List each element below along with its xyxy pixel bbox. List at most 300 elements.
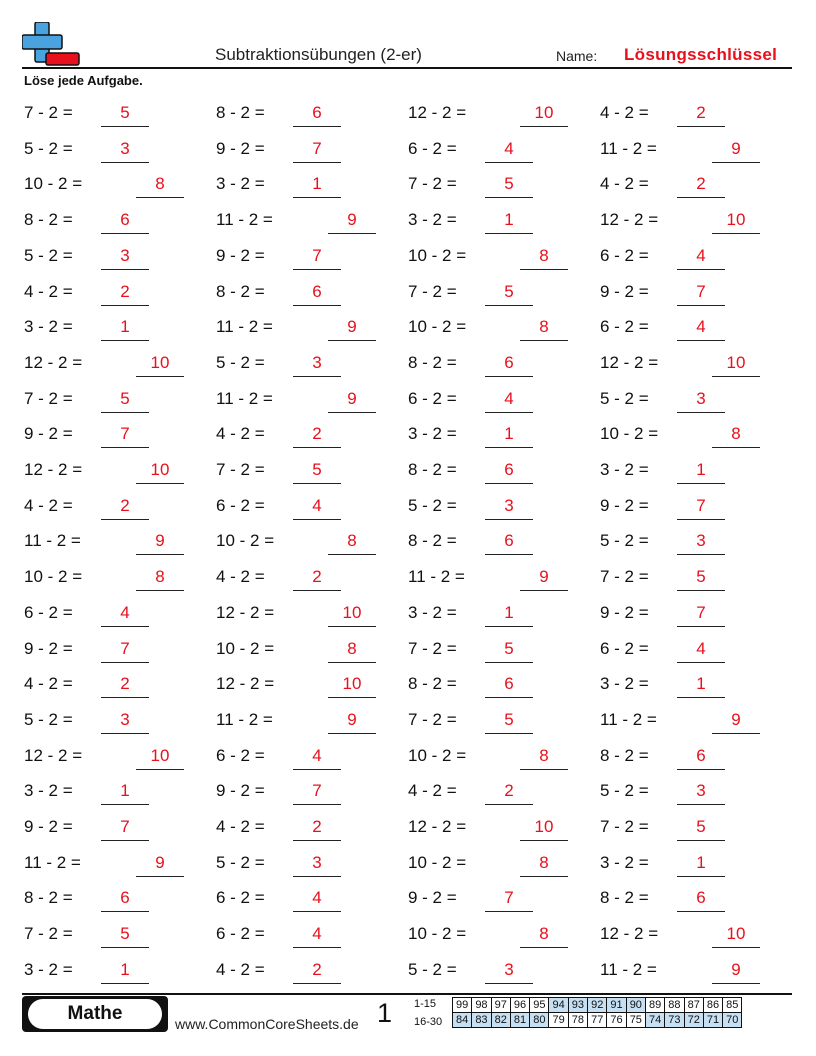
problem-expression: 5 - 2 = <box>600 781 649 801</box>
answer-blank <box>101 804 149 805</box>
problem-item <box>216 316 378 346</box>
problem-item <box>216 281 343 311</box>
problem-expression: 5 - 2 = <box>216 852 265 872</box>
score-cell: 80 <box>530 1013 549 1028</box>
problem-item <box>408 780 535 810</box>
answer-value: 7 <box>696 602 706 622</box>
score-row <box>453 1013 742 1028</box>
problem-expression: 6 - 2 = <box>600 638 649 658</box>
answer-blank <box>712 376 760 377</box>
answer-blank <box>101 947 149 948</box>
answer-value: 1 <box>312 174 322 194</box>
answer-blank <box>485 412 533 413</box>
answer-value: 5 <box>312 460 322 479</box>
answer-blank <box>485 626 533 627</box>
answer-value: 3 <box>696 388 706 408</box>
problem-expression: 8 - 2 = <box>408 531 457 551</box>
answer-blank <box>677 911 725 912</box>
answer-blank <box>101 519 149 520</box>
answer-value: 7 <box>696 281 706 301</box>
answer-value: 8 <box>539 852 549 872</box>
answer-blank <box>136 376 184 377</box>
site-url: www.CommonCoreSheets.de <box>175 1016 359 1032</box>
answer-value: 6 <box>120 210 130 230</box>
answer-blank <box>136 197 184 198</box>
problem-item <box>408 530 535 560</box>
answer-blank <box>677 590 725 591</box>
answer-blank <box>136 554 184 555</box>
problem-expression: 3 - 2 = <box>600 460 649 479</box>
problem-expression: 8 - 2 = <box>600 745 649 765</box>
problem-expression: 7 - 2 = <box>24 388 73 408</box>
problem-expression: 4 - 2 = <box>216 959 265 979</box>
answer-blank <box>101 269 149 270</box>
answer-value: 10 <box>342 674 362 694</box>
answer-value: 2 <box>312 817 322 836</box>
problem-item <box>216 102 343 132</box>
problem-item <box>24 923 151 953</box>
problem-expression: 4 - 2 = <box>216 817 265 836</box>
problem-expression: 11 - 2 = <box>600 138 657 158</box>
problem-item <box>24 138 151 168</box>
problem-item <box>408 709 535 739</box>
answer-blank <box>677 554 725 555</box>
problem-item <box>600 602 727 632</box>
score-table <box>452 997 742 1028</box>
problem-expression: 9 - 2 = <box>600 281 649 301</box>
problem-expression: 6 - 2 = <box>216 924 265 944</box>
answer-blank <box>677 340 725 341</box>
answer-value: 10 <box>534 817 554 836</box>
problem-item <box>216 530 378 560</box>
problem-expression: 7 - 2 = <box>24 924 73 944</box>
answer-blank <box>677 626 725 627</box>
problem-item <box>24 852 186 882</box>
answer-key-label: Lösungsschlüssel <box>624 45 778 64</box>
problem-expression: 10 - 2 = <box>408 745 467 765</box>
answer-blank <box>485 162 533 163</box>
problem-item <box>216 495 343 525</box>
subject-label: Mathe <box>28 999 162 1029</box>
answer-value: 4 <box>696 317 706 337</box>
answer-blank <box>293 197 341 198</box>
problem-expression: 9 - 2 = <box>24 424 73 444</box>
problem-item <box>408 923 570 953</box>
problem-expression: 7 - 2 = <box>408 174 457 194</box>
answer-value: 2 <box>312 959 322 979</box>
problem-expression: 9 - 2 = <box>216 245 265 265</box>
problem-expression: 12 - 2 = <box>24 352 83 372</box>
answer-value: 5 <box>696 567 706 587</box>
problem-expression: 11 - 2 = <box>24 852 81 872</box>
problem-expression: 4 - 2 = <box>216 424 265 444</box>
problem-expression: 10 - 2 = <box>408 245 467 265</box>
answer-value: 6 <box>312 281 322 301</box>
answer-value: 9 <box>347 388 357 408</box>
score-cell: 72 <box>684 1013 703 1028</box>
problem-expression: 8 - 2 = <box>24 888 73 908</box>
problem-item <box>600 423 762 453</box>
problem-item <box>216 959 343 989</box>
answer-blank <box>136 876 184 877</box>
score-cell: 82 <box>491 1013 510 1028</box>
score-cell: 97 <box>491 998 510 1013</box>
answer-blank <box>293 269 341 270</box>
answer-blank <box>485 554 533 555</box>
answer-blank <box>485 483 533 484</box>
answer-blank <box>101 447 149 448</box>
answer-value: 3 <box>312 852 322 872</box>
answer-value: 7 <box>312 245 322 265</box>
answer-blank <box>712 162 760 163</box>
answer-value: 5 <box>120 103 130 122</box>
problem-expression: 6 - 2 = <box>408 138 457 158</box>
answer-value: 10 <box>534 103 554 122</box>
problem-item <box>600 173 727 203</box>
problem-expression: 7 - 2 = <box>216 460 265 479</box>
answer-value: 6 <box>504 460 514 479</box>
answer-value: 10 <box>150 352 170 372</box>
problem-expression: 7 - 2 = <box>408 638 457 658</box>
problem-item <box>24 388 151 418</box>
answer-blank <box>677 769 725 770</box>
problem-expression: 4 - 2 = <box>24 495 73 515</box>
problem-item <box>600 566 727 596</box>
subject-badge <box>22 996 168 1032</box>
score-range-label: 16-30 <box>414 1016 443 1028</box>
problem-expression: 12 - 2 = <box>408 817 467 836</box>
problem-expression: 7 - 2 = <box>600 817 649 836</box>
score-range-label: 1-15 <box>414 998 437 1010</box>
answer-value: 9 <box>731 709 741 729</box>
answer-blank <box>101 983 149 984</box>
problem-expression: 7 - 2 = <box>600 567 649 587</box>
answer-value: 10 <box>726 210 746 230</box>
score-cell: 77 <box>588 1013 607 1028</box>
score-cell: 91 <box>607 998 626 1013</box>
problem-item <box>24 459 186 489</box>
answer-blank <box>101 840 149 841</box>
problem-expression: 6 - 2 = <box>600 317 649 337</box>
score-cell: 84 <box>453 1013 472 1028</box>
problem-item <box>216 173 343 203</box>
answer-value: 9 <box>155 852 165 872</box>
answer-blank <box>520 269 568 270</box>
answer-blank <box>485 197 533 198</box>
answer-value: 9 <box>347 210 357 230</box>
name-label: Name: <box>556 48 598 64</box>
problem-expression: 3 - 2 = <box>408 602 457 622</box>
problem-expression: 4 - 2 = <box>600 174 649 194</box>
problem-item <box>24 102 151 132</box>
answer-blank <box>520 590 568 591</box>
problem-expression: 5 - 2 = <box>24 245 73 265</box>
score-cell: 87 <box>684 998 703 1013</box>
answer-value: 10 <box>342 602 362 622</box>
problem-item <box>408 816 570 846</box>
problem-expression: 9 - 2 = <box>216 138 265 158</box>
answer-value: 2 <box>696 174 706 194</box>
answer-value: 4 <box>312 495 322 515</box>
problem-expression: 11 - 2 = <box>216 317 273 337</box>
score-cell: 79 <box>549 1013 568 1028</box>
problem-expression: 7 - 2 = <box>408 709 457 729</box>
problem-item <box>600 281 727 311</box>
problem-expression: 11 - 2 = <box>216 388 273 408</box>
problem-expression: 4 - 2 = <box>216 567 265 587</box>
problem-item <box>216 923 343 953</box>
problem-item <box>24 638 151 668</box>
answer-blank <box>328 233 376 234</box>
problem-expression: 8 - 2 = <box>216 103 265 122</box>
answer-blank <box>677 483 725 484</box>
problem-item <box>600 887 727 917</box>
answer-blank <box>101 126 149 127</box>
problem-item <box>216 673 378 703</box>
answer-value: 5 <box>120 388 130 408</box>
problem-expression: 9 - 2 = <box>24 817 73 836</box>
score-cell: 92 <box>588 998 607 1013</box>
problem-item <box>600 530 727 560</box>
answer-blank <box>677 126 725 127</box>
problem-expression: 12 - 2 = <box>408 103 467 122</box>
answer-blank <box>485 305 533 306</box>
answer-value: 4 <box>312 745 322 765</box>
problem-expression: 9 - 2 = <box>216 781 265 801</box>
answer-value: 2 <box>312 567 322 587</box>
problem-expression: 3 - 2 = <box>24 781 73 801</box>
answer-value: 7 <box>312 138 322 158</box>
answer-blank <box>101 662 149 663</box>
answer-blank <box>520 947 568 948</box>
score-cell: 94 <box>549 998 568 1013</box>
answer-value: 3 <box>696 781 706 801</box>
answer-blank <box>485 447 533 448</box>
score-cell: 90 <box>626 998 645 1013</box>
problem-item <box>600 923 762 953</box>
answer-blank <box>485 519 533 520</box>
score-cell: 76 <box>607 1013 626 1028</box>
answer-blank <box>677 197 725 198</box>
problem-item <box>24 316 151 346</box>
answer-value: 3 <box>504 959 514 979</box>
problem-expression: 8 - 2 = <box>24 210 73 230</box>
problem-expression: 12 - 2 = <box>216 602 275 622</box>
problem-item <box>408 138 535 168</box>
problem-expression: 6 - 2 = <box>216 745 265 765</box>
answer-value: 1 <box>696 852 706 872</box>
answer-value: 8 <box>539 924 549 944</box>
problem-item <box>24 245 151 275</box>
answer-value: 1 <box>120 317 130 337</box>
problem-item <box>216 388 378 418</box>
problem-expression: 8 - 2 = <box>408 352 457 372</box>
problem-expression: 3 - 2 = <box>24 959 73 979</box>
problem-item <box>600 352 762 382</box>
answer-blank <box>712 447 760 448</box>
score-cell: 75 <box>626 1013 645 1028</box>
problem-expression: 3 - 2 = <box>408 210 457 230</box>
problem-item <box>408 352 535 382</box>
problem-item <box>408 638 535 668</box>
answer-value: 5 <box>504 638 514 658</box>
answer-blank <box>712 983 760 984</box>
problem-item <box>24 745 186 775</box>
answer-blank <box>293 126 341 127</box>
answer-blank <box>293 305 341 306</box>
problem-item <box>216 459 343 489</box>
problem-item <box>24 530 186 560</box>
score-cell: 81 <box>510 1013 529 1028</box>
answer-value: 4 <box>504 138 514 158</box>
answer-blank <box>293 590 341 591</box>
answer-value: 7 <box>312 781 322 801</box>
answer-value: 4 <box>312 924 322 944</box>
problem-expression: 8 - 2 = <box>408 460 457 479</box>
answer-value: 5 <box>504 174 514 194</box>
score-cell: 78 <box>568 1013 587 1028</box>
problem-expression: 5 - 2 = <box>600 531 649 551</box>
answer-value: 4 <box>120 602 130 622</box>
problem-expression: 7 - 2 = <box>408 281 457 301</box>
problem-expression: 9 - 2 = <box>24 638 73 658</box>
answer-value: 5 <box>120 924 130 944</box>
answer-value: 3 <box>120 138 130 158</box>
problem-item <box>216 352 343 382</box>
answer-value: 2 <box>312 424 322 444</box>
problem-item <box>600 638 727 668</box>
problem-expression: 12 - 2 = <box>24 460 83 479</box>
problem-item <box>600 459 727 489</box>
answer-value: 1 <box>120 781 130 801</box>
answer-blank <box>136 590 184 591</box>
answer-blank <box>520 876 568 877</box>
answer-blank <box>328 662 376 663</box>
answer-blank <box>293 376 341 377</box>
problem-item <box>24 887 151 917</box>
answer-value: 3 <box>504 495 514 515</box>
answer-blank <box>293 947 341 948</box>
problem-item <box>24 352 186 382</box>
problem-expression: 10 - 2 = <box>216 638 275 658</box>
footer-divider <box>22 993 792 995</box>
answer-value: 3 <box>312 352 322 372</box>
problem-item <box>408 316 570 346</box>
answer-blank <box>677 697 725 698</box>
answer-value: 3 <box>120 245 130 265</box>
problem-item <box>24 495 151 525</box>
answer-blank <box>712 947 760 948</box>
problem-expression: 3 - 2 = <box>24 317 73 337</box>
problem-item <box>600 495 727 525</box>
problem-item <box>216 638 378 668</box>
problem-expression: 8 - 2 = <box>600 888 649 908</box>
answer-value: 8 <box>539 317 549 337</box>
problem-expression: 11 - 2 = <box>216 709 273 729</box>
problem-expression: 10 - 2 = <box>408 924 467 944</box>
answer-value: 9 <box>347 709 357 729</box>
answer-value: 10 <box>726 924 746 944</box>
answer-value: 3 <box>696 531 706 551</box>
problem-item <box>600 852 727 882</box>
answer-blank <box>520 840 568 841</box>
problem-item <box>216 745 343 775</box>
answer-blank <box>485 733 533 734</box>
answer-value: 5 <box>696 817 706 836</box>
answer-blank <box>677 519 725 520</box>
problem-expression: 6 - 2 = <box>24 602 73 622</box>
answer-blank <box>101 733 149 734</box>
problem-expression: 8 - 2 = <box>216 281 265 301</box>
problem-expression: 9 - 2 = <box>408 888 457 908</box>
score-cell: 74 <box>645 1013 664 1028</box>
problem-item <box>408 673 535 703</box>
score-cell: 89 <box>645 998 664 1013</box>
problem-item <box>216 709 378 739</box>
problem-item <box>600 673 727 703</box>
problem-expression: 10 - 2 = <box>408 317 467 337</box>
answer-value: 8 <box>155 567 165 587</box>
problem-expression: 11 - 2 = <box>408 567 465 587</box>
problem-expression: 11 - 2 = <box>600 959 657 979</box>
score-cell: 88 <box>665 998 684 1013</box>
problem-item <box>600 316 727 346</box>
problem-item <box>216 138 343 168</box>
answer-value: 4 <box>696 638 706 658</box>
problem-item <box>408 245 570 275</box>
answer-value: 9 <box>731 138 741 158</box>
score-cell: 70 <box>723 1013 742 1028</box>
answer-value: 6 <box>504 674 514 694</box>
answer-blank <box>712 233 760 234</box>
problem-expression: 3 - 2 = <box>216 174 265 194</box>
problem-item <box>408 209 535 239</box>
problem-item <box>408 852 570 882</box>
answer-value: 2 <box>696 103 706 122</box>
score-cell: 71 <box>703 1013 722 1028</box>
answer-value: 8 <box>731 424 741 444</box>
problem-item <box>216 423 343 453</box>
problem-expression: 10 - 2 = <box>216 531 275 551</box>
answer-value: 7 <box>504 888 514 908</box>
answer-value: 5 <box>504 709 514 729</box>
score-cell: 86 <box>703 998 722 1013</box>
answer-blank <box>293 876 341 877</box>
answer-value: 4 <box>312 888 322 908</box>
answer-value: 2 <box>120 674 130 694</box>
answer-blank <box>677 876 725 877</box>
problem-item <box>24 673 151 703</box>
answer-blank <box>328 554 376 555</box>
answer-blank <box>677 840 725 841</box>
problem-item <box>600 745 727 775</box>
answer-value: 6 <box>696 888 706 908</box>
problem-item <box>408 566 570 596</box>
problem-expression: 5 - 2 = <box>408 495 457 515</box>
answer-blank <box>101 233 149 234</box>
problem-item <box>408 887 535 917</box>
score-cell: 96 <box>510 998 529 1013</box>
answer-value: 10 <box>726 352 746 372</box>
answer-blank <box>677 804 725 805</box>
problem-item <box>24 423 151 453</box>
problem-expression: 10 - 2 = <box>600 424 659 444</box>
problem-item <box>408 959 535 989</box>
answer-blank <box>485 662 533 663</box>
answer-value: 6 <box>504 531 514 551</box>
answer-blank <box>293 519 341 520</box>
answer-blank <box>520 769 568 770</box>
